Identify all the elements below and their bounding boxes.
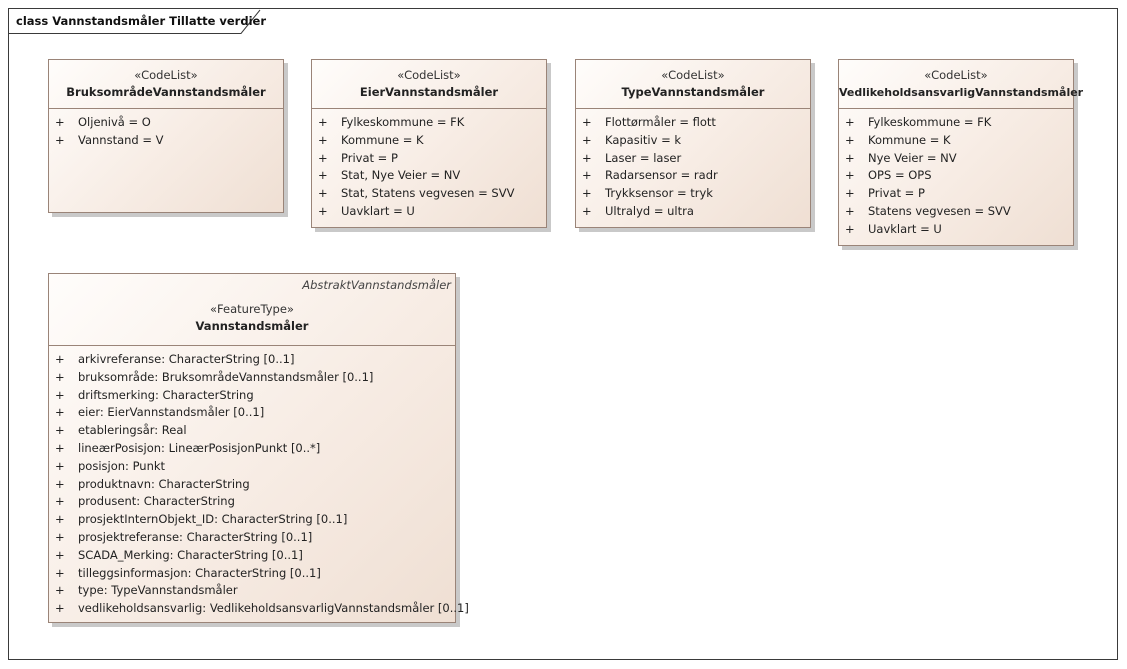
attribute-row [576, 114, 810, 132]
attribute-text: Statens vegvesen = SVV [868, 203, 1011, 218]
visibility: + [845, 168, 855, 183]
class-eier-vannstandsmaler[interactable] [311, 59, 547, 228]
attribute-row [49, 582, 455, 600]
attribute-text: posisjon: Punkt [78, 458, 166, 473]
visibility: + [845, 115, 855, 129]
attribute-text: arkivreferanse: CharacterString [0..1] [78, 352, 295, 366]
attribute-text: Kommune = K [868, 132, 951, 147]
attribute-text: Kapasitiv = k [605, 132, 682, 147]
class-header [49, 274, 455, 346]
attribute-text: Flottørmåler = flott [605, 115, 716, 129]
attribute-text: eier: EierVannstandsmåler [0..1] [78, 405, 265, 420]
visibility: + [55, 369, 65, 384]
attribute-text: Kommune = K [341, 132, 424, 147]
diagram-title: class Vannstandsmåler Tillatte verdier [16, 14, 266, 28]
attribute-text: Uavklart = U [341, 203, 415, 218]
attribute-row [49, 493, 455, 511]
attribute-row [49, 351, 455, 369]
attribute-row [839, 203, 1073, 221]
attribute-text: bruksområde: BruksområdeVannstandsmåler [0..1] [78, 369, 374, 384]
attribute-row [576, 203, 810, 221]
visibility: + [55, 352, 65, 366]
visibility: + [55, 440, 65, 455]
attribute-row [49, 114, 283, 132]
visibility: + [318, 115, 328, 129]
visibility: + [55, 458, 65, 473]
class-stereotype: «CodeList» [924, 68, 988, 82]
attribute-row [49, 387, 455, 405]
visibility: + [318, 203, 328, 218]
visibility: + [582, 150, 592, 165]
attribute-text: type: TypeVannstandsmåler [78, 583, 238, 598]
attribute-list [576, 109, 810, 221]
attribute-text: tilleggsinformasjon: CharacterString [0..1] [78, 565, 321, 580]
visibility: + [55, 529, 65, 544]
class-name: TypeVannstandsmåler [621, 85, 765, 99]
visibility: + [582, 115, 592, 129]
attribute-text: Radarsensor = radr [605, 168, 718, 183]
attribute-row [576, 132, 810, 150]
visibility: + [55, 583, 65, 598]
class-stereotype: «FeatureType» [210, 302, 294, 316]
class-type-vannstandsmaler[interactable] [575, 59, 811, 228]
attribute-text: Privat = P [341, 150, 398, 165]
visibility: + [55, 512, 65, 527]
visibility: + [845, 150, 855, 165]
attribute-text: Nye Veier = NV [868, 150, 957, 165]
visibility: + [55, 565, 65, 580]
attribute-row [576, 185, 810, 203]
visibility: + [582, 186, 592, 201]
attribute-row [49, 132, 283, 150]
class-stereotype: «CodeList» [134, 68, 198, 82]
attribute-list [49, 346, 469, 618]
visibility: + [845, 186, 855, 201]
attribute-text: produsent: CharacterString [78, 494, 235, 509]
visibility: + [55, 387, 65, 402]
attribute-row [312, 203, 546, 221]
attribute-row [839, 167, 1073, 185]
attribute-text: Uavklart = U [868, 221, 942, 236]
parent-class-label: AbstraktVannstandsmåler [302, 278, 451, 292]
visibility: + [55, 547, 65, 562]
visibility: + [55, 423, 65, 438]
class-name: BruksområdeVannstandsmåler [66, 85, 266, 99]
attribute-row [49, 511, 455, 529]
class-header [576, 60, 810, 109]
class-header [839, 60, 1084, 109]
class-header [312, 60, 546, 109]
attribute-text: Ultralyd = ultra [605, 203, 694, 218]
attribute-row [839, 132, 1073, 150]
attribute-text: OPS = OPS [868, 168, 932, 183]
attribute-row [839, 114, 1073, 132]
attribute-row [839, 221, 1073, 239]
attribute-row [49, 600, 469, 618]
visibility: + [55, 132, 65, 147]
visibility: + [318, 132, 328, 147]
attribute-row [312, 150, 546, 168]
attribute-row [49, 565, 455, 583]
class-header [49, 60, 283, 109]
visibility: + [55, 494, 65, 509]
attribute-text: Stat, Statens vegvesen = SVV [341, 186, 515, 201]
class-name: EierVannstandsmåler [359, 85, 499, 99]
attribute-text: lineærPosisjon: LineærPosisjonPunkt [0..*] [78, 440, 321, 455]
class-stereotype: «CodeList» [661, 68, 725, 82]
attribute-text: Fylkeskommune = FK [341, 115, 465, 129]
attribute-row [839, 185, 1073, 203]
class-vannstandsmaler[interactable] [48, 273, 469, 623]
visibility: + [845, 203, 855, 218]
attribute-text: Fylkeskommune = FK [868, 115, 992, 129]
attribute-row [576, 167, 810, 185]
attribute-text: Laser = laser [605, 150, 682, 165]
attribute-row [312, 167, 546, 185]
attribute-text: produktnavn: CharacterString [78, 476, 250, 491]
attribute-text: vedlikeholdsansvarlig: VedlikeholdsansvarligVannstandsmåler [0..1] [78, 601, 469, 616]
visibility: + [582, 203, 592, 218]
attribute-row [49, 476, 455, 494]
attribute-text: driftsmerking: CharacterString [78, 387, 254, 402]
visibility: + [55, 115, 65, 129]
attribute-text: Privat = P [868, 186, 925, 201]
visibility: + [55, 476, 65, 491]
attribute-row [49, 529, 455, 547]
attribute-row [312, 132, 546, 150]
visibility: + [582, 168, 592, 183]
visibility: + [845, 221, 855, 236]
attribute-row [49, 404, 455, 422]
attribute-text: Trykksensor = tryk [605, 186, 713, 201]
class-bruksomrade-vannstandsmaler[interactable] [48, 59, 284, 213]
attribute-list [312, 109, 546, 221]
attribute-text: SCADA_Merking: CharacterString [0..1] [78, 547, 303, 562]
attribute-text: etableringsår: Real [78, 423, 187, 438]
class-stereotype: «CodeList» [397, 68, 461, 82]
attribute-row [49, 458, 455, 476]
class-name: VedlikeholdsansvarligVannstandsmåler [839, 86, 1084, 99]
attribute-row [839, 150, 1073, 168]
attribute-row [312, 114, 546, 132]
visibility: + [318, 150, 328, 165]
attribute-row [576, 150, 810, 168]
attribute-text: Oljenivå = O [78, 115, 151, 129]
attribute-list [839, 109, 1073, 239]
attribute-text: Stat, Nye Veier = NV [341, 168, 461, 183]
attribute-text: Vannstand = V [78, 132, 164, 147]
class-name: Vannstandsmåler [195, 319, 309, 333]
visibility: + [318, 168, 328, 183]
visibility: + [582, 132, 592, 147]
attribute-row [49, 547, 455, 565]
attribute-row [49, 440, 455, 458]
attribute-row [312, 185, 546, 203]
visibility: + [55, 601, 65, 616]
visibility: + [318, 186, 328, 201]
attribute-list [49, 109, 283, 150]
visibility: + [55, 405, 65, 420]
attribute-row [49, 422, 455, 440]
attribute-row [49, 369, 455, 387]
attribute-text: prosjektInternObjekt_ID: CharacterString [0..1] [78, 512, 348, 527]
class-vedlikeholdsansvarlig-vannstandsmaler[interactable] [838, 59, 1084, 246]
attribute-text: prosjektreferanse: CharacterString [0..1] [78, 529, 313, 544]
visibility: + [845, 132, 855, 147]
